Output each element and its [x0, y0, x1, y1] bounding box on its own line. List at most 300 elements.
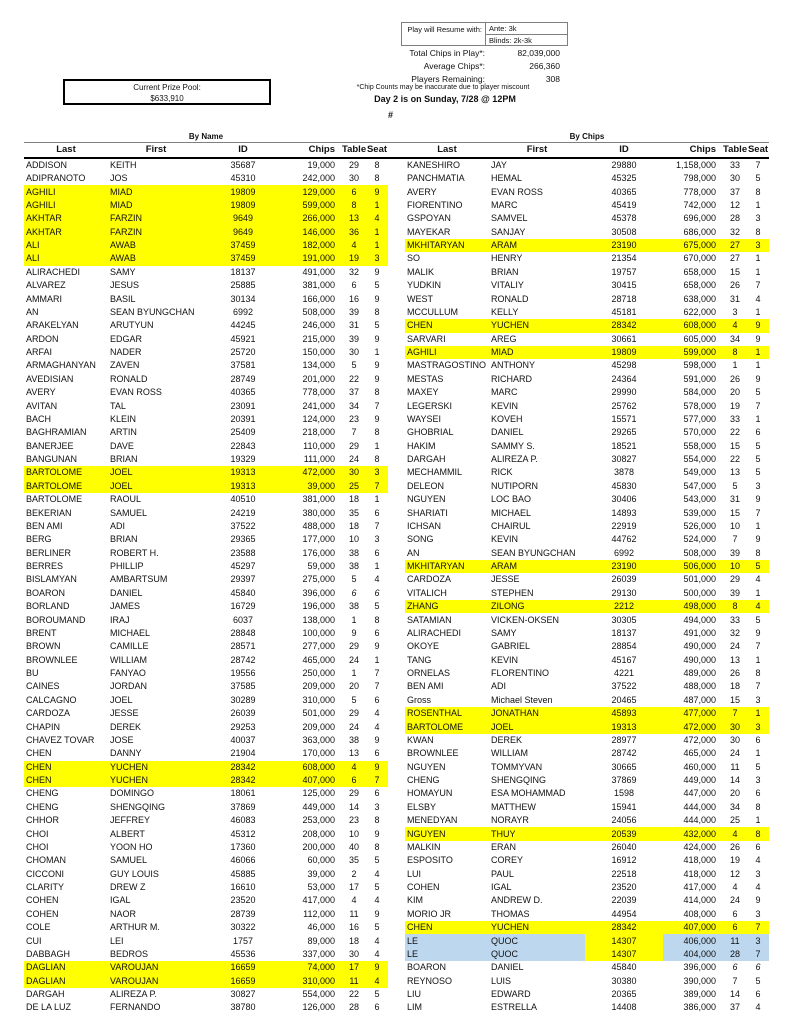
- cell-table: 11: [342, 975, 366, 988]
- cell-first: IGAL: [491, 882, 512, 893]
- table-row: [24, 306, 769, 319]
- cell-last: BOARON: [26, 587, 66, 598]
- cell-table: 12: [729, 199, 740, 210]
- by-name-title: By Name: [188, 132, 224, 141]
- chip-count-table: [24, 143, 769, 1015]
- cell-last: BARTOLOME: [405, 720, 489, 733]
- cell-last: AGHILI: [405, 346, 489, 359]
- table-row: [24, 266, 769, 279]
- cell-table: 15: [729, 507, 740, 518]
- cell-first: MIAD: [108, 199, 204, 212]
- cell-id: 14408: [611, 1002, 637, 1013]
- cell-last: ORNELAS: [407, 668, 451, 679]
- cell-last: HAKIM: [407, 440, 436, 451]
- cell-table: 4: [342, 239, 366, 252]
- cell-id: 28342: [585, 319, 663, 332]
- rows-body: [24, 158, 769, 1015]
- cell-table: 29: [348, 160, 359, 170]
- table-row: [24, 881, 769, 894]
- cell-first: MICHAEL: [110, 627, 151, 638]
- cell-seat: 6: [755, 788, 761, 799]
- cell-chips: 246,000: [302, 320, 335, 331]
- cell-chips: 241,000: [302, 400, 335, 411]
- cell-seat: 6: [374, 547, 380, 558]
- column-gap: [388, 185, 405, 198]
- cell-table: 14: [729, 775, 740, 786]
- cell-chips: 363,000: [302, 734, 335, 745]
- cell-last: DABBAGH: [26, 948, 71, 959]
- table-row: [24, 654, 769, 667]
- cell-chips: 389,000: [683, 989, 716, 1000]
- cell-last: OKOYE: [407, 641, 440, 652]
- cell-seat: 4: [755, 574, 761, 585]
- cell-table: 38: [348, 734, 359, 745]
- table-row: [24, 707, 769, 720]
- cell-chips: 432,000: [663, 827, 723, 840]
- table-row: [24, 547, 769, 560]
- stats-block: [330, 47, 560, 86]
- cell-first: QUOC: [489, 934, 585, 947]
- cell-seat: 3: [755, 868, 761, 879]
- cell-table: 39: [729, 547, 740, 558]
- cell-last: LEGERSKI: [407, 400, 453, 411]
- cell-id: 21904: [230, 748, 256, 759]
- cell-last: DARGAH: [407, 454, 446, 465]
- table-row: [24, 480, 769, 493]
- cell-seat: 3: [755, 480, 761, 491]
- cell-chips: 111,000: [303, 454, 335, 465]
- cell-first: DANIEL: [110, 587, 143, 598]
- cell-last: BACH: [26, 413, 52, 424]
- cell-first: QUOC: [489, 948, 585, 961]
- cell-seat: 3: [755, 908, 761, 919]
- table-row: [24, 185, 769, 198]
- cell-table: 34: [729, 333, 740, 344]
- cell-last: SO: [407, 253, 421, 264]
- table-row: [24, 667, 769, 680]
- column-gap: [388, 466, 405, 479]
- cell-last: ROSENTHAL: [405, 707, 489, 720]
- cell-chips: 543,000: [683, 494, 716, 505]
- cell-chips: 491,000: [302, 266, 335, 277]
- cell-id: 30827: [611, 454, 637, 465]
- cell-id: 22518: [611, 868, 637, 879]
- table-row: [24, 413, 769, 426]
- cell-seat: 1: [366, 226, 388, 239]
- cell-first: ARAM: [489, 560, 585, 573]
- cell-table: 7: [732, 534, 738, 545]
- cell-id: 18061: [230, 788, 256, 799]
- cell-table: 11: [723, 934, 747, 947]
- cell-table: 23: [348, 815, 359, 826]
- cell-seat: 9: [374, 413, 380, 424]
- col-header-first: First: [489, 143, 585, 158]
- cell-first: YUCHEN: [489, 319, 585, 332]
- cell-table: 6: [351, 280, 357, 291]
- cell-seat: 1: [374, 561, 380, 572]
- cell-chips: 176,000: [302, 547, 335, 558]
- cell-chips: 447,000: [683, 788, 716, 799]
- cell-table: 15: [729, 694, 740, 705]
- cell-first: AMBARTSUM: [110, 574, 168, 585]
- cell-chips: 60,000: [307, 855, 335, 866]
- cell-table: 5: [351, 360, 357, 371]
- cell-id: 28749: [230, 373, 256, 384]
- cell-chips: 477,000: [663, 707, 723, 720]
- cell-chips: 396,000: [302, 587, 335, 598]
- cell-chips: 46,000: [307, 922, 335, 933]
- resume-values: [486, 23, 567, 45]
- cell-first: AWAB: [108, 239, 204, 252]
- cell-table: 4: [351, 895, 357, 906]
- cell-chips: 638,000: [683, 293, 716, 304]
- column-gap: [388, 1001, 405, 1014]
- cell-last: AKHTAR: [24, 226, 108, 239]
- cell-chips: 501,000: [302, 708, 335, 719]
- cell-chips: 465,000: [683, 748, 716, 759]
- cell-first: AREG: [491, 333, 517, 344]
- cell-first: ARUTYUN: [110, 320, 154, 331]
- cell-seat: 5: [374, 922, 380, 933]
- cell-first: FARZIN: [108, 212, 204, 225]
- cell-chips: 490,000: [683, 641, 716, 652]
- cell-seat: 1: [755, 253, 761, 264]
- cell-chips: 488,000: [302, 520, 335, 531]
- cell-first: KEVIN: [491, 400, 519, 411]
- cell-seat: 8: [374, 306, 380, 317]
- cell-table: 30: [723, 720, 747, 733]
- cell-id: 45840: [230, 587, 256, 598]
- cell-chips: 488,000: [683, 681, 716, 692]
- cell-chips: 696,000: [683, 213, 716, 224]
- cell-id: 19809: [204, 199, 282, 212]
- cell-first: JORDAN: [110, 681, 148, 692]
- cell-first: JOEL: [108, 466, 204, 479]
- cell-chips: 89,000: [307, 935, 335, 946]
- column-gap: [388, 212, 405, 225]
- cell-chips: 200,000: [302, 841, 335, 852]
- prize-pool-box: [63, 79, 271, 105]
- cell-id: 28342: [204, 761, 282, 774]
- cell-first: JOSE: [110, 734, 134, 745]
- column-gap: [388, 908, 405, 921]
- cell-last: BARTOLOME: [24, 480, 108, 493]
- cell-first: YUCHEN: [489, 921, 585, 934]
- cell-first: MICHAEL: [491, 507, 532, 518]
- cell-chips: 472,000: [663, 720, 723, 733]
- cell-id: 1598: [613, 788, 635, 799]
- cell-first: HEMAL: [491, 173, 523, 184]
- cell-last: ELSBY: [407, 801, 437, 812]
- cell-table: 37: [729, 1002, 740, 1013]
- cell-first: SAMVEL: [491, 213, 528, 224]
- cell-last: ADIPRANOTO: [26, 173, 86, 184]
- cell-chips: 487,000: [683, 694, 716, 705]
- cell-table: 30: [729, 173, 740, 184]
- cell-chips: 250,000: [302, 668, 335, 679]
- cell-table: 1: [351, 668, 357, 679]
- cell-seat: 8: [374, 614, 380, 625]
- cell-id: 22919: [611, 520, 637, 531]
- cell-seat: 3: [374, 801, 380, 812]
- cell-table: 29: [729, 574, 740, 585]
- cell-last: ALI: [24, 239, 108, 252]
- cell-chips: 508,000: [683, 547, 716, 558]
- table-row: [24, 814, 769, 827]
- cell-table: 3: [732, 306, 738, 317]
- cell-seat: 9: [374, 641, 380, 652]
- cell-first: ADI: [491, 681, 507, 692]
- cell-id: 45312: [230, 828, 256, 839]
- stat-label: Total Chips in Play*:: [409, 48, 485, 58]
- cell-first: ESA MOHAMMAD: [491, 788, 566, 799]
- cell-seat: 4: [374, 868, 380, 879]
- cell-seat: 1: [747, 346, 769, 359]
- cell-first: VAROUJAN: [108, 975, 204, 988]
- cell-table: 18: [348, 494, 359, 505]
- cell-chips: 622,000: [683, 306, 716, 317]
- cell-id: 19313: [585, 720, 663, 733]
- col-header-table: Table: [342, 143, 366, 158]
- cell-seat: 3: [374, 534, 380, 545]
- table-row: [24, 226, 769, 239]
- table-row: [24, 827, 769, 840]
- table-row: [24, 319, 769, 332]
- cell-first: JESSE: [491, 574, 520, 585]
- cell-id: 45297: [230, 561, 256, 572]
- cell-first: IGAL: [110, 895, 131, 906]
- cell-table: 4: [723, 827, 747, 840]
- cell-table: 31: [729, 494, 740, 505]
- cell-seat: 4: [755, 1002, 761, 1013]
- cell-seat: 4: [755, 882, 761, 893]
- cell-id: 37459: [204, 239, 282, 252]
- cell-id: 30134: [230, 293, 256, 304]
- cell-seat: 3: [755, 775, 761, 786]
- cell-first: EDWARD: [491, 989, 531, 1000]
- cell-chips: 605,000: [683, 333, 716, 344]
- cell-first: ALIREZA P.: [110, 989, 157, 1000]
- stat-label: Average Chips*:: [423, 61, 485, 71]
- cell-table: 24: [729, 748, 740, 759]
- cell-last: CHOI: [26, 841, 49, 852]
- table-row: [24, 921, 769, 934]
- cell-table: 2: [351, 868, 357, 879]
- table-row: [24, 894, 769, 907]
- hash-mark: #: [388, 110, 394, 120]
- cell-id: 29880: [611, 160, 637, 170]
- cell-id: 3878: [613, 467, 635, 478]
- table-row: [24, 975, 769, 988]
- cell-first: JOEL: [489, 720, 585, 733]
- cell-table: 16: [348, 293, 359, 304]
- cell-first: SAMUEL: [110, 507, 148, 518]
- cell-id: 30380: [611, 975, 637, 986]
- cell-seat: 8: [755, 801, 761, 812]
- cell-seat: 1: [755, 266, 761, 277]
- cell-id: 23520: [611, 882, 637, 893]
- cell-seat: 6: [755, 734, 761, 745]
- table-row: [24, 961, 769, 974]
- title-gap: [388, 131, 405, 142]
- cell-seat: 9: [755, 373, 761, 384]
- column-gap: [388, 386, 405, 399]
- cell-first: RICK: [491, 467, 513, 478]
- cell-last: DE LA LUZ: [26, 1002, 72, 1013]
- cell-chips: 125,000: [302, 788, 335, 799]
- cell-table: 13: [342, 212, 366, 225]
- cell-id: 25885: [230, 280, 256, 291]
- cell-table: 7: [723, 707, 747, 720]
- cell-last: BERRES: [26, 561, 64, 572]
- cell-first: SAMY: [110, 266, 136, 277]
- cell-chips: 658,000: [683, 280, 716, 291]
- cell-last: MENEDYAN: [407, 815, 458, 826]
- cell-seat: 4: [374, 948, 380, 959]
- cell-chips: 472,000: [282, 466, 342, 479]
- cell-id: 46066: [230, 855, 256, 866]
- cell-table: 24: [348, 721, 359, 732]
- column-gap: [388, 854, 405, 867]
- cell-table: 25: [342, 480, 366, 493]
- cell-id: 28739: [230, 908, 256, 919]
- cell-id: 24364: [611, 373, 637, 384]
- column-gap: [388, 948, 405, 961]
- cell-seat: 4: [755, 855, 761, 866]
- table-row: [24, 158, 769, 172]
- table-row: [24, 680, 769, 693]
- column-gap: [388, 239, 405, 252]
- column-gap: [388, 868, 405, 881]
- cell-last: CUI: [26, 935, 42, 946]
- cell-first: GUY LOUIS: [110, 868, 159, 879]
- cell-chips: 39,000: [282, 480, 342, 493]
- cell-last: LIU: [407, 989, 422, 1000]
- cell-first: JEFFREY: [110, 815, 151, 826]
- cell-seat: 3: [366, 252, 388, 265]
- cell-last: CALCAGNO: [26, 694, 77, 705]
- cell-last: DELEON: [407, 480, 445, 491]
- cell-first: TOMMYVAN: [491, 761, 543, 772]
- cell-last: ALIRACHEDI: [407, 627, 462, 638]
- cell-first: YUCHEN: [108, 774, 204, 787]
- cell-chips: 39,000: [307, 868, 335, 879]
- cell-chips: 381,000: [302, 494, 335, 505]
- cell-first: LUIS: [491, 975, 512, 986]
- cell-table: 34: [348, 400, 359, 411]
- col-header-seat: Seat: [366, 143, 388, 158]
- cell-id: 29253: [230, 721, 256, 732]
- cell-first: COREY: [491, 855, 524, 866]
- cell-id: 28742: [230, 654, 256, 665]
- cell-first: MARC: [491, 199, 518, 210]
- cell-id: 29990: [611, 387, 637, 398]
- cell-chips: 508,000: [302, 306, 335, 317]
- cell-first: GABRIEL: [491, 641, 531, 652]
- cell-first: PAUL: [491, 868, 514, 879]
- cell-last: WAYSEI: [407, 413, 442, 424]
- cell-chips: 209,000: [302, 721, 335, 732]
- cell-table: 6: [732, 908, 738, 919]
- table-row: [24, 854, 769, 867]
- cell-first: BRIAN: [110, 454, 138, 465]
- cell-first: DANIEL: [491, 427, 524, 438]
- cell-seat: 8: [374, 173, 380, 184]
- cell-seat: 7: [747, 921, 769, 934]
- cell-first: DOMINGO: [110, 788, 154, 799]
- cell-id: 20539: [585, 827, 663, 840]
- cell-seat: 9: [755, 333, 761, 344]
- resume-box: [401, 22, 568, 46]
- cell-id: 20391: [230, 413, 256, 424]
- cell-chips: 310,000: [282, 975, 342, 988]
- cell-seat: 6: [374, 587, 380, 598]
- cell-table: 20: [348, 681, 359, 692]
- cell-table: 33: [729, 160, 740, 170]
- column-gap: [388, 453, 405, 466]
- cell-first: JESSE: [110, 708, 139, 719]
- cell-table: 6: [732, 962, 738, 973]
- cell-id: 14307: [585, 948, 663, 961]
- cell-seat: 4: [374, 708, 380, 719]
- cell-table: 18: [348, 935, 359, 946]
- cell-chips: 449,000: [302, 801, 335, 812]
- cell-chips: 146,000: [282, 226, 342, 239]
- cell-id: 29365: [230, 534, 256, 545]
- cell-last: AVEDISIAN: [26, 373, 74, 384]
- cell-id: 23588: [230, 547, 256, 558]
- cell-chips: 554,000: [683, 454, 716, 465]
- cell-id: 40365: [230, 387, 256, 398]
- cell-id: 45885: [230, 868, 256, 879]
- cell-id: 19329: [230, 454, 256, 465]
- cell-id: 28571: [230, 641, 256, 652]
- cell-first: RONALD: [110, 373, 148, 384]
- table-row: [24, 453, 769, 466]
- cell-id: 30508: [611, 226, 637, 237]
- cell-table: 36: [342, 226, 366, 239]
- cell-id: 37869: [611, 775, 637, 786]
- cell-chips: 266,000: [282, 212, 342, 225]
- cell-table: 37: [348, 387, 359, 398]
- cell-seat: 3: [747, 720, 769, 733]
- cell-id: 46083: [230, 815, 256, 826]
- cell-table: 31: [729, 293, 740, 304]
- cell-table: 16: [348, 922, 359, 933]
- cell-last: BOROUMAND: [26, 614, 86, 625]
- column-gap: [388, 734, 405, 747]
- cell-seat: 1: [755, 815, 761, 826]
- cell-id: 9649: [204, 226, 282, 239]
- cell-seat: 6: [374, 1002, 380, 1013]
- cell-seat: 5: [374, 601, 380, 612]
- cell-seat: 1: [374, 494, 380, 505]
- cell-chips: 380,000: [302, 507, 335, 518]
- cell-first: BRIAN: [491, 266, 519, 277]
- cell-chips: 675,000: [663, 239, 723, 252]
- cell-first: LEI: [110, 935, 124, 946]
- cell-table: 7: [351, 427, 357, 438]
- cell-chips: 658,000: [683, 266, 716, 277]
- cell-first: MATTHEW: [491, 801, 536, 812]
- col-header-chips: Chips: [663, 143, 723, 158]
- cell-id: 44954: [611, 908, 637, 919]
- cell-first: PHILLIP: [110, 561, 144, 572]
- cell-id: 45325: [611, 173, 637, 184]
- cell-chips: 275,000: [302, 574, 335, 585]
- cell-last: ALI: [24, 252, 108, 265]
- cell-id: 19809: [585, 346, 663, 359]
